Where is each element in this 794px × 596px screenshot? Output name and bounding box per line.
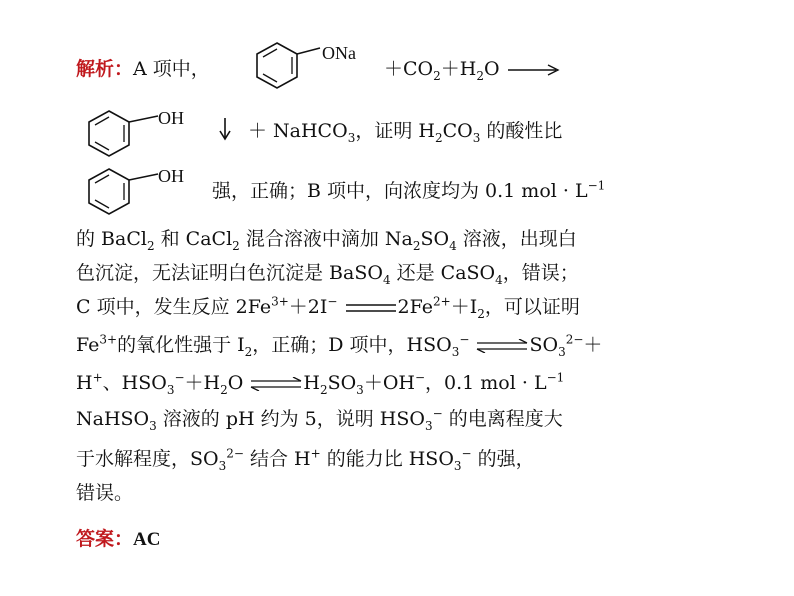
sub: 2 <box>476 68 484 83</box>
text: ，可以证明 <box>484 296 580 318</box>
text: 、HSO <box>102 372 167 394</box>
answer-value: AC <box>133 529 161 550</box>
sub: 3 <box>451 344 460 359</box>
sub: 2 <box>319 382 328 397</box>
benzene-ring-3 <box>84 166 160 227</box>
sup: 2+ <box>433 294 451 309</box>
sup: − <box>327 294 338 309</box>
answer-label: 答案： <box>76 528 134 550</box>
text: SO <box>420 228 450 250</box>
sup: −1 <box>587 178 606 193</box>
benzene-group-label-3: OH <box>158 166 184 186</box>
text: 的 BaCl <box>76 228 147 250</box>
text: ，正确；D 项中，HSO <box>252 334 452 356</box>
sub: 3 <box>347 130 356 145</box>
sup: − <box>459 332 470 347</box>
sub: 2 <box>412 238 421 253</box>
text: 的酸性比 <box>480 120 563 142</box>
equilibrium-arrow-icon <box>475 339 529 353</box>
sub: 3 <box>166 382 175 397</box>
sub: 4 <box>382 272 391 287</box>
analysis-line-3 <box>212 178 605 204</box>
analysis-label: 解析： <box>76 58 134 80</box>
sup: − <box>432 406 443 421</box>
text: H <box>303 372 320 394</box>
text: 色沉淀，无法证明白色沉淀是 BaSO <box>76 262 383 284</box>
sup: + <box>310 446 321 461</box>
reaction-arrow-icon <box>506 63 562 77</box>
analysis-line-11 <box>76 480 133 506</box>
text: 的氧化性强于 I <box>117 334 245 356</box>
text: ＋2I <box>288 296 328 318</box>
sup: 2− <box>226 446 244 461</box>
sup: 3+ <box>271 294 289 309</box>
text: 的电离程度大 <box>442 408 563 430</box>
text: 的能力比 HSO <box>320 448 454 470</box>
text: 于水解程度，SO <box>76 448 219 470</box>
text: ＋I <box>450 296 478 318</box>
text: ，0.1 mol · L <box>425 372 547 394</box>
analysis-line-10 <box>76 446 535 472</box>
analysis-line-1b <box>384 56 562 82</box>
text: H <box>76 372 93 394</box>
text: 2Fe <box>397 296 433 318</box>
sup: − <box>174 370 185 385</box>
sup: + <box>92 370 103 385</box>
sub: 4 <box>495 272 503 287</box>
sup: 2− <box>565 332 584 347</box>
equilibrium-arrow-icon <box>249 377 303 391</box>
text: ，证明 H <box>355 120 435 142</box>
sub: 3 <box>558 344 566 359</box>
sup: − <box>414 370 426 385</box>
sub: 2 <box>146 238 155 253</box>
text: NaHSO <box>76 408 150 430</box>
sub: 3 <box>424 418 433 433</box>
text: 错误。 <box>76 482 134 504</box>
text: 强，正确；B 项中，向浓度均为 0.1 mol · L <box>212 180 588 202</box>
benzene-ring-2 <box>84 108 160 169</box>
text: 和 CaCl <box>154 228 233 250</box>
text: 溶液的 pH 约为 5，说明 HSO <box>156 408 425 430</box>
sub: 2 <box>477 306 485 321</box>
text: ＋H <box>184 372 221 394</box>
benzene-group-label-2: OH <box>158 108 184 128</box>
text: C 项中，发生反应 2Fe <box>76 296 272 318</box>
analysis-line-9 <box>76 406 563 432</box>
sub: 3 <box>453 458 462 473</box>
text: SO <box>529 334 559 356</box>
equals-sign-icon <box>344 302 398 314</box>
analysis-line-8 <box>76 370 564 396</box>
text: Fe <box>76 334 100 356</box>
text: CO <box>442 120 473 142</box>
text: ＋ NaHCO <box>248 120 348 142</box>
sub: 2 <box>232 238 240 253</box>
precipitate-arrow-icon <box>218 116 232 142</box>
line1-text-a: A 项中， <box>133 58 210 80</box>
sub: 2 <box>220 382 228 397</box>
analysis-line-5 <box>76 260 579 286</box>
plus-co2: ＋CO <box>384 58 434 80</box>
analysis-line-1 <box>76 56 210 82</box>
sub: 2 <box>433 68 441 83</box>
sup: −1 <box>546 370 565 385</box>
text: ＋OH <box>363 372 415 394</box>
text: 的强， <box>471 448 535 470</box>
sup: 3+ <box>99 332 118 347</box>
text: 还是 CaSO <box>390 262 496 284</box>
sub: 3 <box>149 418 157 433</box>
o-text: O <box>483 58 500 80</box>
text: 结合 H <box>243 448 311 470</box>
sup: − <box>461 446 472 461</box>
sub: 3 <box>356 382 364 397</box>
sub: 3 <box>472 130 481 145</box>
benzene-group-label-1: ONa <box>322 43 356 63</box>
text: 溶液，出现白 <box>456 228 577 250</box>
analysis-line-2 <box>248 118 562 144</box>
text: ，错误； <box>502 262 579 284</box>
plus-h2o: ＋H <box>440 58 477 80</box>
sub: 4 <box>449 238 457 253</box>
text: O <box>227 372 244 394</box>
answer-line <box>76 526 160 553</box>
analysis-line-7 <box>76 332 602 358</box>
sub: 3 <box>218 458 227 473</box>
sub: 2 <box>434 130 443 145</box>
analysis-line-4 <box>76 226 577 252</box>
text: 混合溶液中滴加 Na <box>239 228 413 250</box>
benzene-ring-1 <box>252 40 322 101</box>
text: SO <box>327 372 357 394</box>
sub: 2 <box>244 344 253 359</box>
text: ＋ <box>583 334 603 356</box>
analysis-line-6 <box>76 294 580 320</box>
